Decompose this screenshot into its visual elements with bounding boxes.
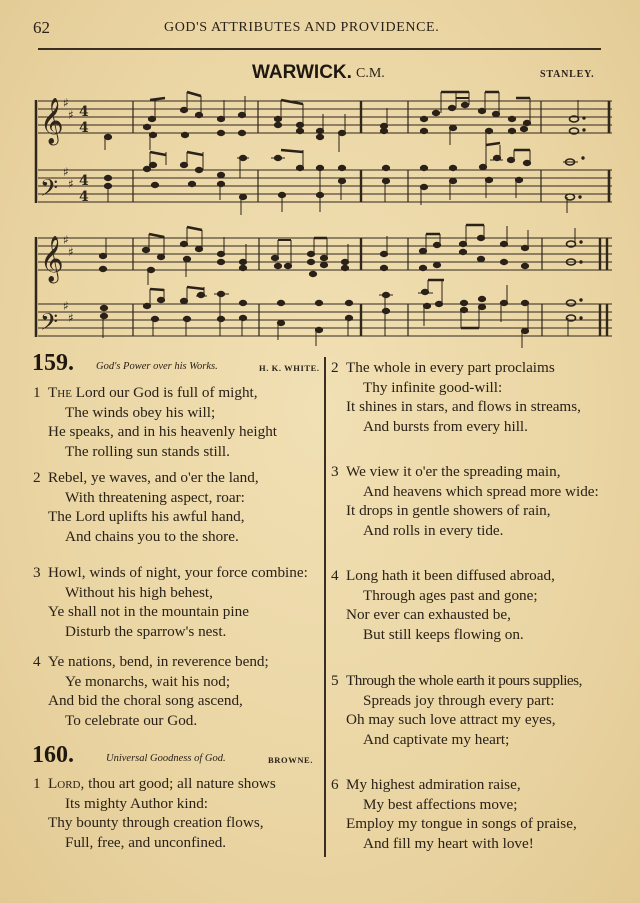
stanza: 1 Lord, thou art good; all nature shows Its mighty Author kind: Thy bounty through creation flows, Full, free, and unconfined. [33,775,276,851]
stanza: 6 My highest admiration raise, My best affections move; Employ my tongue in songs of praise, And fill my heart with love! [331,776,577,852]
hymn-number: 159. [32,350,74,376]
svg-text:4: 4 [79,189,89,205]
hymn-subtitle: Universal Goodness of God. [106,753,226,764]
svg-text:♯: ♯ [68,245,74,259]
svg-text:𝄢: 𝄢 [40,308,59,341]
hymn-number: 160. [32,742,74,768]
stanza: 3 Howl, winds of night, your force combine: Without his high behest, Ye shall not in the mountain pine Disturb the sparrow's nest. [33,564,308,640]
svg-text:♯: ♯ [68,177,74,191]
stanza: 2 The whole in every part proclaims Thy infinite good-will: It shines in stars, and flows in streams, And bursts from every hill. [331,359,581,435]
svg-text:♯: ♯ [68,311,74,325]
treble-clef-icon: 𝄞 [40,98,64,144]
svg-text:4: 4 [79,104,89,120]
music-score [0,0,640,350]
page-number: 62 [33,18,50,37]
hymn-subtitle: God's Power over his Works. [96,361,218,372]
stanza: 4 Long hath it been diffused abroad, Through ages past and gone; Nor ever can exhausted be, But still keeps flowing on. [331,567,555,643]
hymn-author: H. K. WHITE. [259,363,320,373]
svg-text:4: 4 [79,173,89,189]
hymn-author: BROWNE. [268,755,314,765]
column-divider [324,357,326,857]
svg-text:4: 4 [79,120,89,136]
bass-staff-1 [38,170,612,202]
running-title: GOD'S ATTRIBUTES AND PROVIDENCE. [164,20,440,35]
stanza: 2 Rebel, ye waves, and o'er the land, With threatening aspect, roar: The Lord uplifts his awful hand, And chains you to the shore. [33,469,259,545]
stanza: 1 The Lord our God is full of might, The winds obey his will; He speaks, and in his heavenly height The rolling sun stands still. [33,384,278,460]
tune-composer: STANLEY. [540,69,595,80]
stanza: 3 We view it o'er the spreading main, And heavens which spread more wide: It drops in gentle showers of rain, And rolls in every tide. [331,463,599,539]
tune-meter: C.M. [356,66,385,81]
svg-text:♯: ♯ [68,108,74,122]
bass-clef-icon: 𝄢 [40,174,59,207]
stanza: 5 Through the whole earth it pours supplies, Spreads joy through every part: Oh may such love attract my eyes, And captivate my heart; [331,672,582,748]
svg-text:♯: ♯ [63,299,69,313]
stanza: 4 Ye nations, bend, in reverence bend; Ye monarchs, wait his nod; And bid the choral song ascend, To celebrate our God. [33,653,269,729]
svg-text:♯: ♯ [63,233,69,247]
svg-text:♯: ♯ [63,165,69,179]
svg-text:♯: ♯ [63,96,69,110]
svg-text:𝄞: 𝄞 [40,236,64,282]
tune-title: WARWICK. [252,62,352,83]
